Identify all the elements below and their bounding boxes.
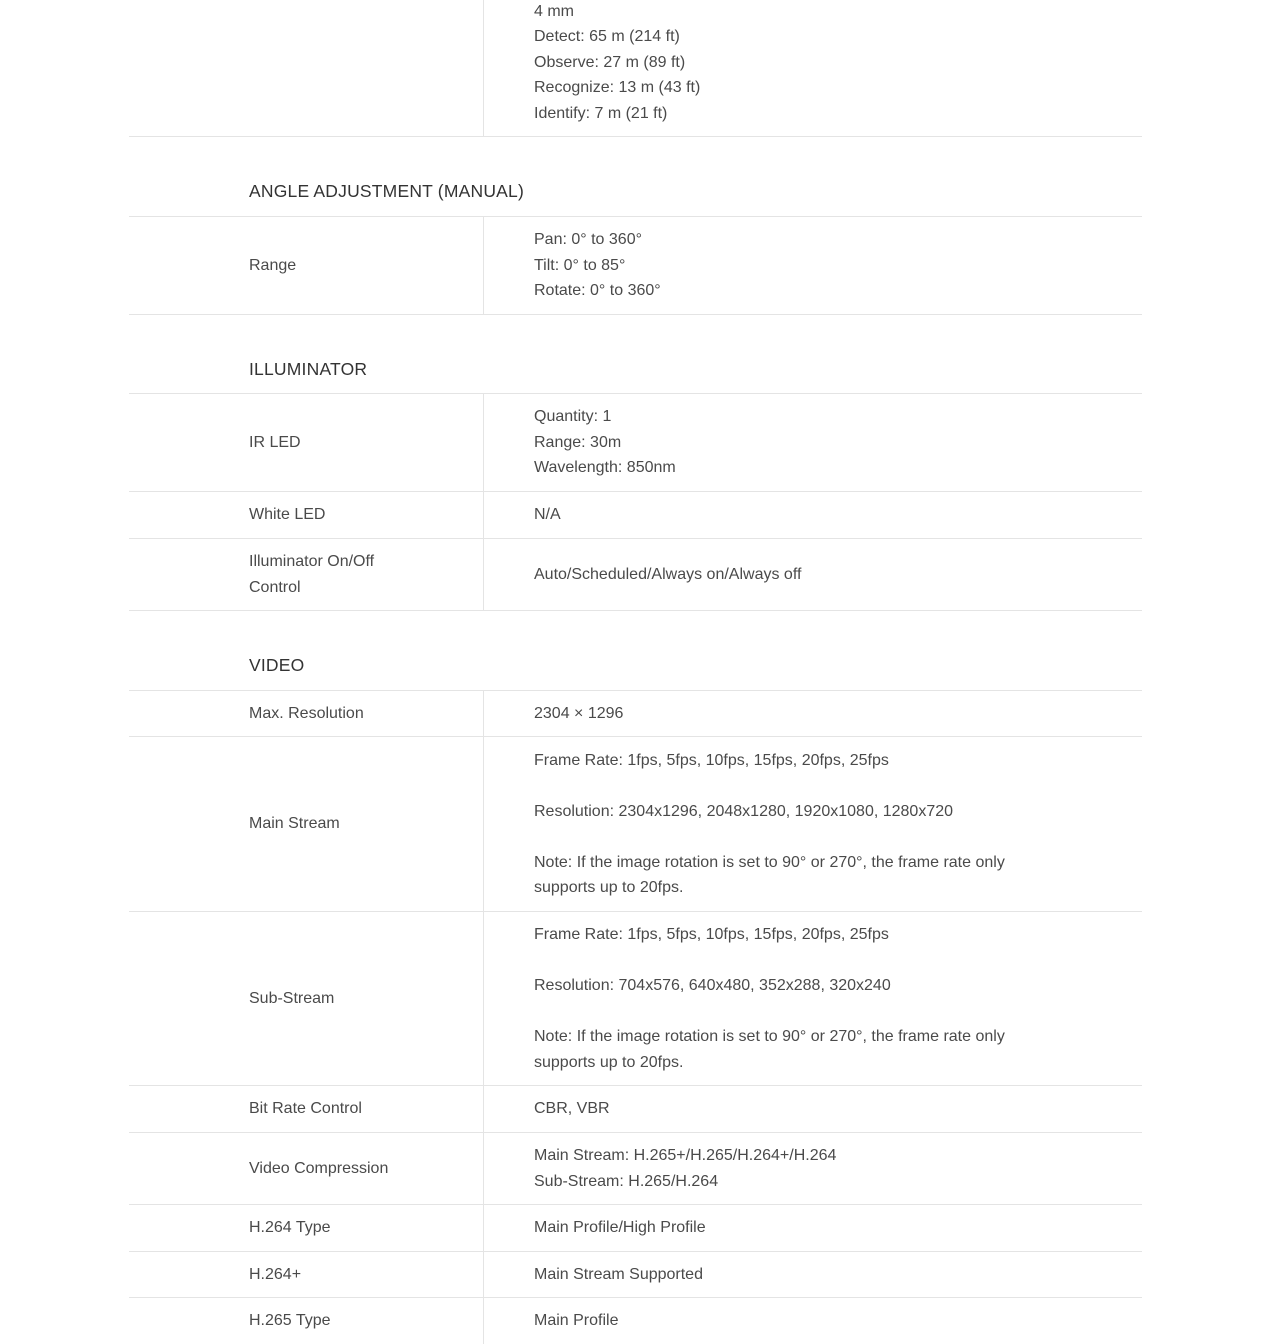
spec-label: Range bbox=[249, 256, 297, 274]
spec-row-bit-rate-control bbox=[129, 1086, 1142, 1133]
spec-label: Bit Rate Control bbox=[249, 1100, 362, 1118]
spec-value bbox=[534, 492, 1054, 538]
value-line: CBR, VBR bbox=[534, 1100, 610, 1118]
column-divider bbox=[483, 217, 484, 314]
value-paragraph: Frame Rate: 1fps, 5fps, 10fps, 15fps, 20fps, 25fps bbox=[534, 751, 889, 769]
value-line: N/A bbox=[534, 506, 561, 524]
spec-value bbox=[534, 1252, 1054, 1297]
section-title-angle: ANGLE ADJUSTMENT (MANUAL) bbox=[249, 181, 524, 201]
spec-value bbox=[534, 394, 1054, 491]
column-divider bbox=[483, 1133, 484, 1204]
spec-label: Sub-Stream bbox=[249, 989, 335, 1007]
spec-value bbox=[534, 0, 1054, 136]
value-line: Detect: 65 m (214 ft) bbox=[534, 28, 680, 45]
value-line: 4 mm bbox=[534, 2, 574, 20]
value-paragraph: Resolution: 704x576, 640x480, 352x288, 320x240 bbox=[534, 977, 891, 994]
value-paragraph: Note: If the image rotation is set to 90° or 270°, the frame rate only supports up to 20fps. bbox=[534, 1028, 1005, 1071]
spec-label: Illuminator On/Off Control bbox=[249, 553, 375, 596]
spec-value bbox=[534, 539, 1054, 610]
spec-row-main-stream bbox=[129, 737, 1142, 912]
column-divider bbox=[483, 1252, 484, 1297]
spec-row-sub-stream bbox=[129, 912, 1142, 1086]
spec-row-dori bbox=[129, 0, 1142, 137]
spec-value bbox=[534, 1205, 1054, 1251]
value-line: Rotate: 0° to 360° bbox=[534, 282, 661, 300]
value-line: Wavelength: 850nm bbox=[534, 459, 676, 477]
spec-label: Max. Resolution bbox=[249, 704, 364, 722]
spec-value bbox=[534, 1298, 1054, 1344]
spec-label: H.265 Type bbox=[249, 1312, 331, 1330]
spec-value bbox=[534, 691, 1054, 736]
spec-label: H.264 Type bbox=[249, 1219, 331, 1237]
spec-value bbox=[534, 1133, 1054, 1204]
spec-label: Video Compression bbox=[249, 1159, 389, 1177]
value-paragraph: Frame Rate: 1fps, 5fps, 10fps, 15fps, 20fps, 25fps bbox=[534, 926, 889, 943]
value-line: Main Stream: H.265+/H.265/H.264+/H.264 bbox=[534, 1147, 837, 1164]
section-title-video: VIDEO bbox=[249, 655, 305, 675]
section-title-illuminator: ILLUMINATOR bbox=[249, 359, 368, 379]
column-divider bbox=[483, 691, 484, 736]
column-divider bbox=[483, 1298, 484, 1344]
spec-row-max-resolution bbox=[129, 691, 1142, 737]
spec-label: IR LED bbox=[249, 433, 301, 451]
column-divider bbox=[483, 492, 484, 538]
column-divider bbox=[483, 539, 484, 610]
spec-row-h264-type bbox=[129, 1205, 1142, 1252]
value-line: Range: 30m bbox=[534, 433, 622, 451]
spec-row-white-led bbox=[129, 492, 1142, 539]
spec-row-h264-plus bbox=[129, 1252, 1142, 1298]
value-line: Main Stream Supported bbox=[534, 1265, 703, 1283]
value-line: Identify: 7 m (21 ft) bbox=[534, 104, 668, 122]
value-line: Main Profile/High Profile bbox=[534, 1219, 706, 1237]
column-divider bbox=[483, 394, 484, 491]
value-line: Tilt: 0° to 85° bbox=[534, 256, 626, 274]
spec-row-video-compression bbox=[129, 1133, 1142, 1205]
value-line: Recognize: 13 m (43 ft) bbox=[534, 79, 701, 96]
value-line: Observe: 27 m (89 ft) bbox=[534, 53, 686, 71]
value-line: Pan: 0° to 360° bbox=[534, 231, 642, 249]
spec-label: White LED bbox=[249, 506, 326, 524]
column-divider bbox=[483, 1205, 484, 1251]
spec-row-range bbox=[129, 217, 1142, 315]
spec-row-illuminator-control bbox=[129, 539, 1142, 611]
value-line: Auto/Scheduled/Always on/Always off bbox=[534, 565, 802, 583]
value-line: 2304 × 1296 bbox=[534, 704, 624, 722]
column-divider bbox=[483, 1086, 484, 1132]
value-line: Quantity: 1 bbox=[534, 408, 612, 426]
column-divider bbox=[483, 912, 484, 1085]
spec-value bbox=[534, 912, 1054, 1085]
spec-value bbox=[534, 737, 1054, 911]
spec-value bbox=[534, 1086, 1054, 1132]
spec-row-h265-type bbox=[129, 1298, 1142, 1344]
value-paragraph: Resolution: 2304x1296, 2048x1280, 1920x1080, 1280x720 bbox=[534, 802, 954, 820]
spec-label: H.264+ bbox=[249, 1265, 302, 1283]
value-line: Sub-Stream: H.265/H.264 bbox=[534, 1172, 719, 1190]
column-divider bbox=[483, 0, 484, 136]
spec-value bbox=[534, 217, 1054, 314]
column-divider bbox=[483, 737, 484, 911]
value-line: Main Profile bbox=[534, 1312, 619, 1330]
spec-row-ir-led bbox=[129, 394, 1142, 492]
value-paragraph: Note: If the image rotation is set to 90° or 270°, the frame rate only supports up to 20fps. bbox=[534, 853, 1005, 896]
spec-label: Main Stream bbox=[249, 815, 340, 833]
